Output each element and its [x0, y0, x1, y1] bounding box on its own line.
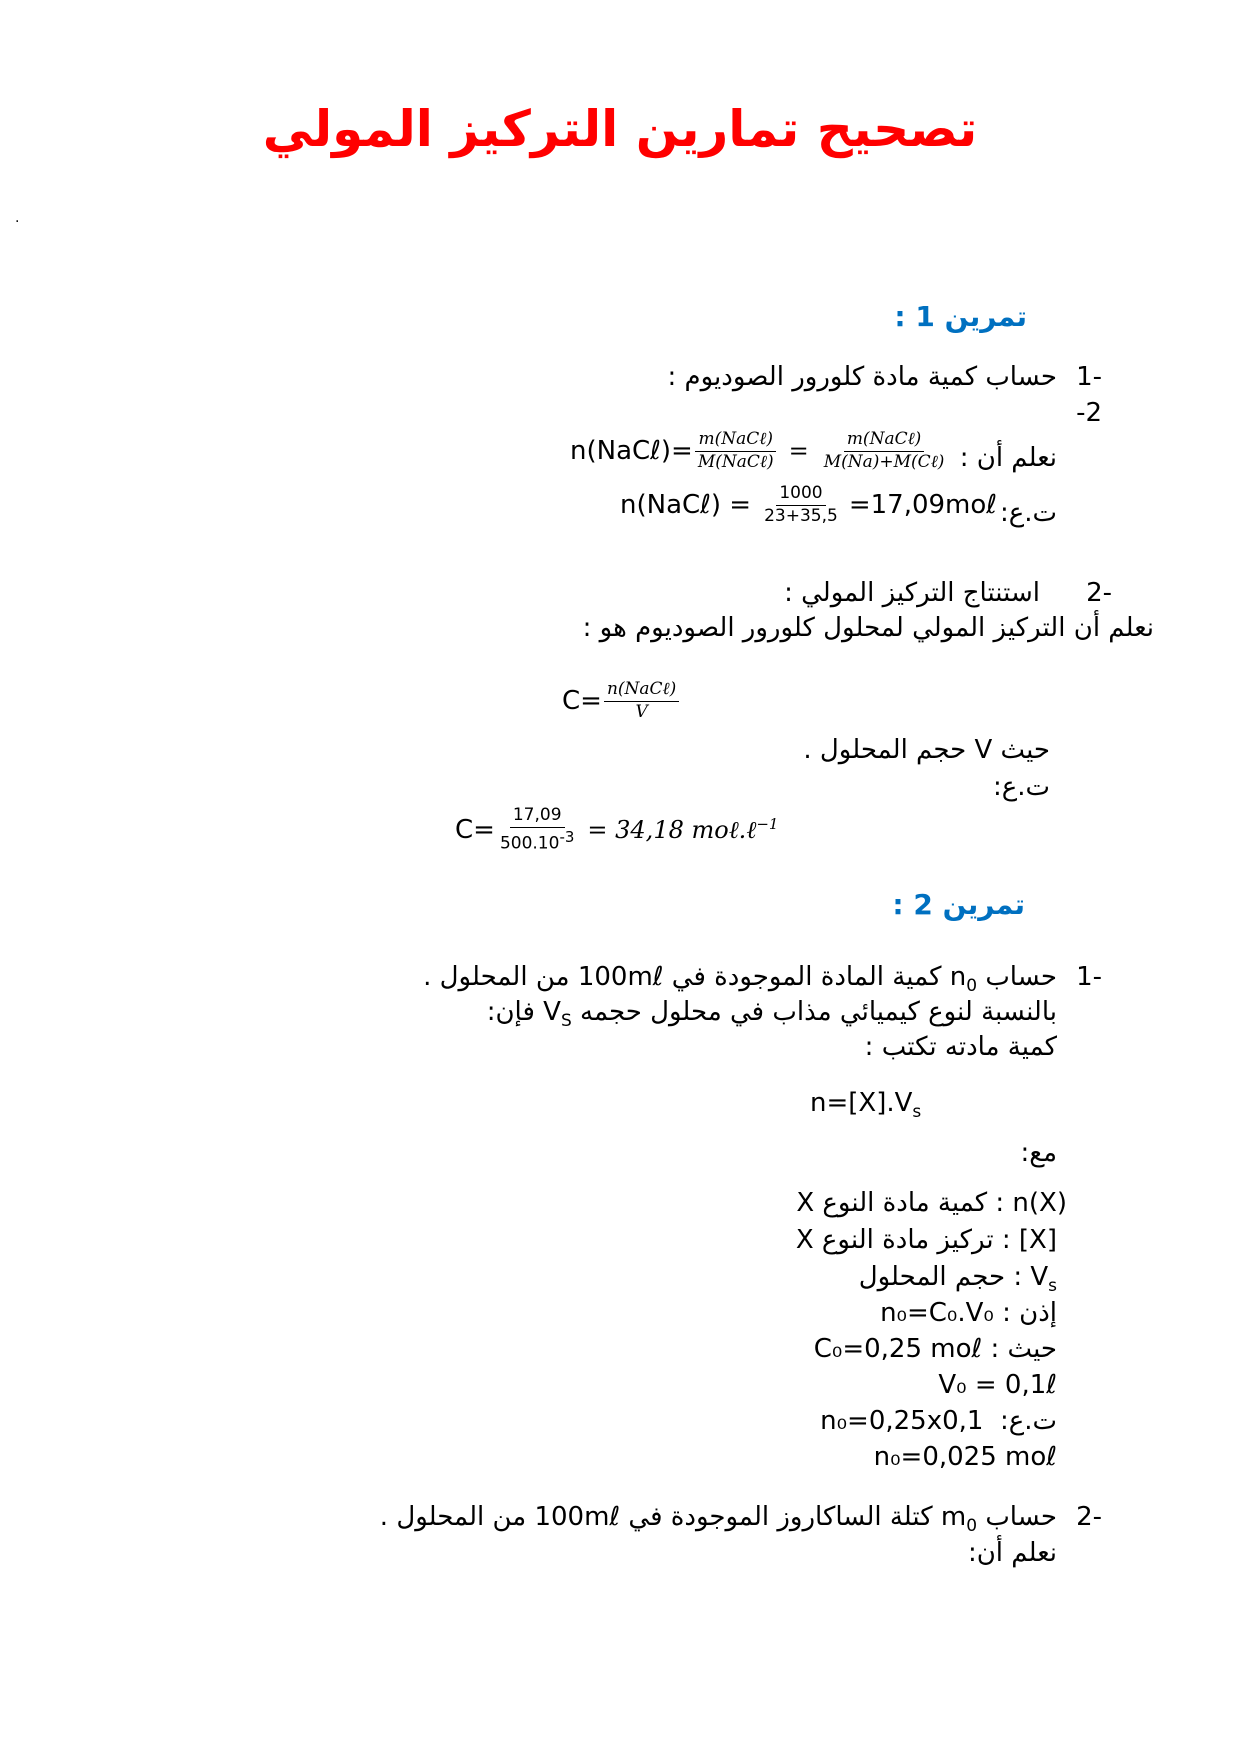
- def3-b: : حجم المحلول: [858, 1262, 1031, 1292]
- fraction-2-denominator: M(Na)+M(Cℓ): [823, 451, 945, 472]
- conc2-denominator: [497, 828, 577, 854]
- moles-fraction-1: [695, 430, 777, 472]
- app-label: ت.ع:: [999, 1406, 1057, 1436]
- def3-a: V: [1030, 1262, 1049, 1292]
- conc2-numerator: 17,09: [510, 806, 565, 828]
- fraction-1-numerator: m(NaCℓ): [695, 430, 775, 452]
- ex2-so-line: [880, 1298, 1057, 1328]
- fraction-1-denominator: M(NaCℓ): [697, 451, 774, 472]
- ex1-know-label: نعلم أن :: [959, 443, 1057, 473]
- conc-fraction: [604, 680, 679, 722]
- conc2-den-exponent: -3: [559, 827, 575, 846]
- ex2-where-line: [814, 1334, 1057, 1364]
- ex1-s2-text: استنتاج التركيز المولي :: [784, 578, 1040, 608]
- stray-dot: .: [15, 210, 20, 226]
- ex2-line-2: [487, 997, 1057, 1031]
- conc-lhs: C=: [562, 686, 602, 717]
- ex2-q1-label: 1-: [1076, 962, 1102, 992]
- calc-lhs: n(NaCℓ) =: [620, 490, 752, 521]
- page-title: تصحيح تمارين التركيز المولي: [262, 100, 978, 158]
- ex1-moles-formula: [570, 430, 949, 472]
- so-formula: n₀=C₀.V₀: [880, 1298, 994, 1328]
- fraction-2-numerator: m(NaCℓ): [844, 430, 924, 452]
- exercise-1-heading: تمرين 1 :: [894, 300, 1027, 333]
- ex2-v0-line: V₀ = 0,1ℓ: [938, 1370, 1057, 1400]
- ex2-q2-label: 2-: [1076, 1502, 1102, 1532]
- q1-text-b: كمية المادة الموجودة في 100mℓ من المحلول .: [423, 962, 950, 992]
- exercise-2-heading: تمرين 2 :: [892, 888, 1025, 921]
- ex1-concentration-formula: [562, 680, 681, 722]
- moles-lhs: n(NaCℓ)=: [570, 436, 693, 467]
- conc2-result: [587, 815, 778, 845]
- ex2-q2-line-2: نعلم أن:: [967, 1538, 1057, 1568]
- c0-value: C₀=0,25 moℓ: [813, 1334, 983, 1364]
- ex2-def-1: n(X) : كمية مادة النوع X: [796, 1188, 1067, 1218]
- ex1-moles-calculation: [620, 484, 997, 526]
- ex2-app-line: [820, 1406, 1057, 1436]
- so-label: إذن :: [1002, 1298, 1057, 1328]
- where-label: حيث :: [990, 1334, 1057, 1364]
- ex1-s2-line: نعلم أن التركيز المولي لمحلول كلورور الصوديوم هو :: [582, 613, 1154, 643]
- calc-numerator: 1000: [776, 484, 825, 506]
- conc2-result-value: = 34,18 moℓ.ℓ: [587, 815, 757, 844]
- ex1-q1-text: حساب كمية مادة كلورور الصوديوم :: [667, 362, 1057, 392]
- ex1-app-label-2: ت.ع:: [992, 772, 1050, 802]
- q2-sub: 0: [966, 1516, 978, 1537]
- conc2-den-base: 500.10: [499, 833, 560, 854]
- ex1-app-label: ت.ع:: [999, 498, 1057, 528]
- ex1-q1-label: 1-: [1076, 362, 1102, 392]
- ex2-with-label: مع:: [1020, 1138, 1057, 1168]
- conc-denominator: V: [635, 701, 648, 722]
- calc-result: =17,09moℓ: [848, 490, 998, 521]
- q2-text-a: حساب m: [940, 1502, 1057, 1532]
- conc-numerator: n(NaCℓ): [604, 680, 679, 702]
- conc2-result-exponent: −1: [756, 814, 779, 833]
- line2-b: فإن:: [486, 997, 544, 1027]
- ex2-line-3: كمية مادته تكتب :: [864, 1032, 1057, 1062]
- ex2-q2-text: [380, 1502, 1057, 1536]
- ex2-def-2: [X] : تركيز مادة النوع X: [795, 1225, 1057, 1255]
- ex2-formula: [810, 1088, 921, 1122]
- def3-sub: s: [1048, 1276, 1057, 1297]
- formula-a: n=[X].V: [810, 1088, 913, 1118]
- calc-fraction: [761, 484, 841, 526]
- q2-text-b: كتلة الساكاروز الموجودة في 100mℓ من المحلول .: [379, 1502, 941, 1532]
- line2-a: بالنسبة لنوع كيميائي مذاب في محلول حجمه V: [543, 997, 1057, 1027]
- moles-fraction-2: [821, 430, 948, 472]
- n0-calc: n₀=0,25x0,1: [820, 1406, 984, 1436]
- q1-text-a: حساب n: [949, 962, 1057, 992]
- ex1-q2-label: -2: [1076, 398, 1102, 428]
- ex1-where-line: حيث V حجم المحلول .: [803, 735, 1050, 765]
- ex1-concentration-calculation: [455, 806, 778, 854]
- ex1-s2-label: 2-: [1086, 578, 1112, 608]
- q1-sub: 0: [966, 976, 978, 997]
- equals-sign: =: [788, 437, 809, 466]
- ex2-n0-result: n₀=0,025 moℓ: [873, 1442, 1057, 1472]
- conc2-lhs: C=: [455, 814, 495, 845]
- calc-denominator: 23+35,5: [764, 505, 838, 526]
- conc2-fraction: [497, 806, 577, 854]
- ex2-def-3: [859, 1262, 1057, 1296]
- formula-sub: s: [912, 1102, 922, 1123]
- line2-sub: S: [560, 1011, 572, 1032]
- ex2-q1-text: [423, 962, 1057, 996]
